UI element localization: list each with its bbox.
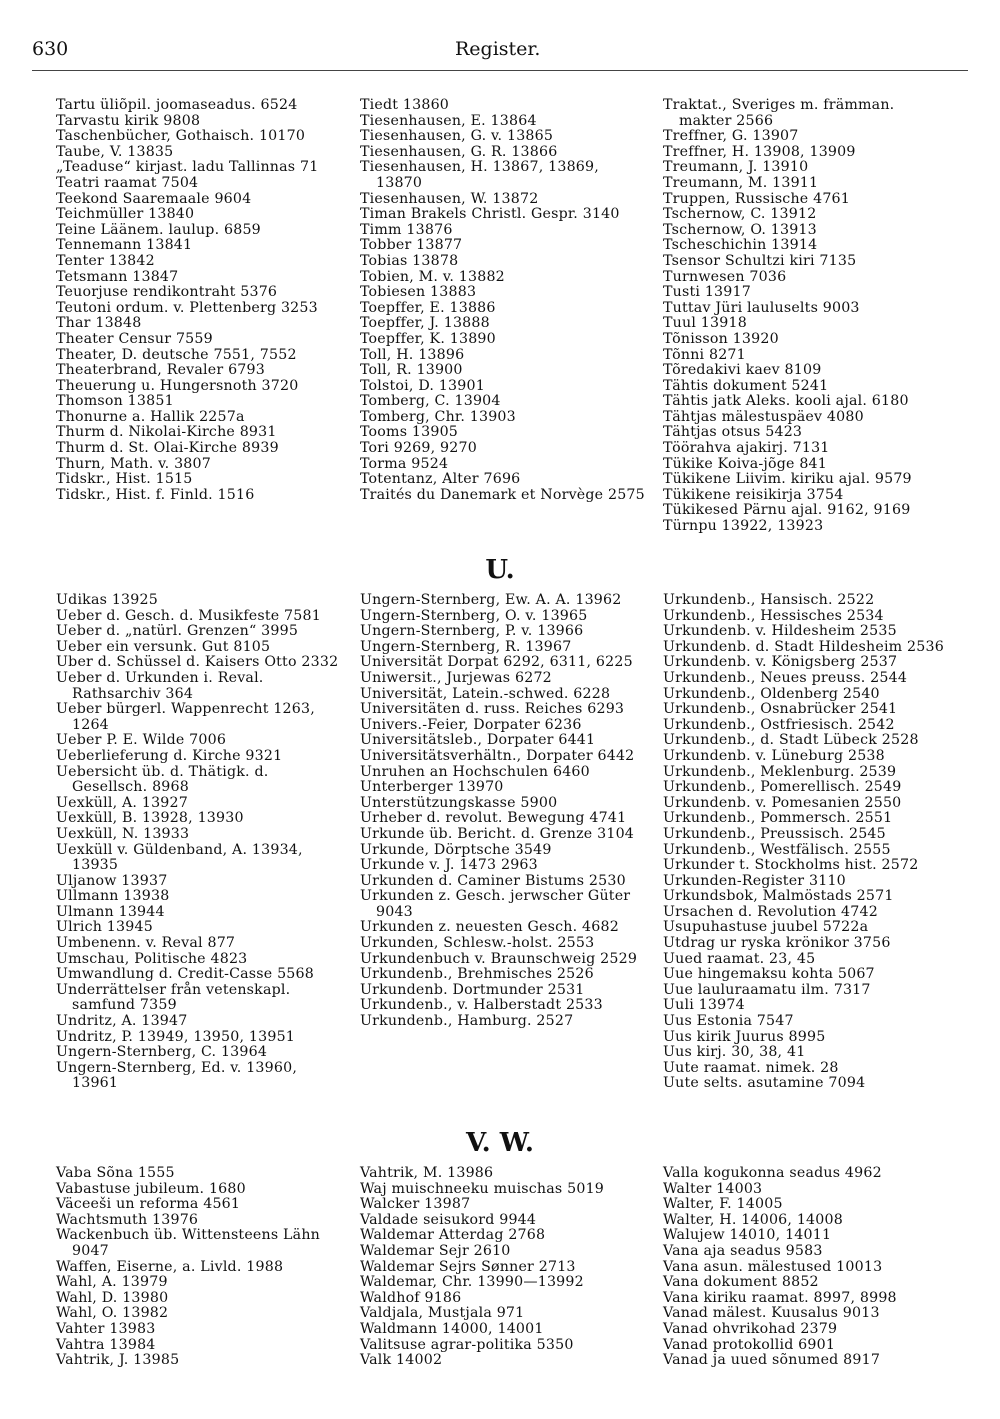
- index-entry: Valla kogukonna seadus 4962: [663, 1165, 882, 1181]
- index-entry: Taube, V. 13835: [56, 143, 174, 160]
- index-entry: Tidskr., Hist. f. Finld. 1516: [56, 486, 255, 503]
- index-entry: Walujew 14010, 14011: [663, 1227, 832, 1244]
- index-entry: Tidskr., Hist. 1515: [56, 471, 193, 488]
- index-entry: Uus Estonia 7547: [663, 1013, 794, 1030]
- index-entry: Treffner, H. 13908, 13909: [663, 143, 856, 160]
- index-entry: Udikas 13925: [56, 592, 158, 608]
- index-entry: Urkundenb. d. Stadt Hildesheim 2536: [663, 638, 944, 655]
- index-entry: Tuul 13918: [663, 315, 747, 332]
- index-entry: Tschernow, O. 13913: [663, 221, 817, 238]
- index-entry: Vaba Sõna 1555: [56, 1165, 175, 1181]
- index-entry: Ungern-Sternberg, O. v. 13965: [360, 607, 588, 624]
- index-entry: Ueber d. „natürl. Grenzen“ 3995: [56, 623, 299, 640]
- index-entry: Vahtrik, J. 13985: [56, 1352, 180, 1369]
- index-entry: Urkundenb. v. Pomesanien 2550: [663, 794, 902, 811]
- index-entry: Urkunden z. Gesch. jerwscher Güter 9043: [360, 888, 631, 920]
- column: [663, 593, 948, 1092]
- index-entry: Urkunden-Register 3110: [663, 872, 846, 889]
- index-entry: Uniwersit., Jurjewas 6272: [360, 669, 552, 686]
- index-entry: Treumann, M. 13911: [663, 174, 819, 191]
- index-entry: Unterstützungskasse 5900: [360, 794, 558, 811]
- index-entry: Urkundenb. Dortmunder 2531: [360, 981, 585, 998]
- index-entry: Uber d. Schüssel d. Kaisers Otto 2332: [56, 654, 339, 671]
- section-heading-vw: V. W.: [466, 1128, 534, 1158]
- column: [360, 593, 645, 1030]
- index-entry: Uljanow 13937: [56, 872, 168, 889]
- index-entry: Theaterbrand, Revaler 6793: [56, 362, 265, 379]
- index-entry: Tuttav Jüri lauluselts 9003: [663, 299, 860, 316]
- index-entry: Totentanz, Alter 7696: [360, 471, 521, 488]
- index-entry: Tetsmann 13847: [56, 268, 179, 285]
- index-entry: Tiesenhausen, W. 13872: [360, 190, 539, 207]
- column: [360, 98, 645, 503]
- index-entry: Utdrag ur ryska krönikor 3756: [663, 935, 891, 952]
- index-entry: Väceeši un reforma 4561: [56, 1196, 241, 1213]
- index-entry: Ueber d. Gesch. d. Musikfeste 7581: [56, 607, 321, 624]
- index-entry: Unterberger 13970: [360, 779, 504, 796]
- index-entry: Tähtis jatk Aleks. kooli ajal. 6180: [663, 393, 909, 410]
- index-entry: Tobiesen 13883: [360, 284, 477, 301]
- index-entry: Urkundenb. v. Königsberg 2537: [663, 654, 898, 671]
- index-entry: Tähtjas otsus 5423: [663, 424, 803, 441]
- index-entry: Ungern-Sternberg, R. 13967: [360, 638, 572, 655]
- index-entry: Tiesenhausen, H. 13867, 13869, 13870: [360, 159, 599, 191]
- index-entry: Türnpu 13922, 13923: [663, 518, 824, 535]
- index-entry: Tenter 13842: [56, 252, 155, 269]
- index-entry: Universitätsleb., Dorpater 6441: [360, 732, 596, 749]
- index-entry: Theater Censur 7559: [56, 330, 213, 347]
- index-entry: Wackenbuch üb. Wittensteens Lähn 9047: [56, 1227, 320, 1259]
- index-entry: Urkundenb., Hamburg. 2527: [360, 1013, 574, 1030]
- index-entry: Urkunden, Schlesw.-holst. 2553: [360, 935, 595, 952]
- index-entry: Vanad mälest. Kuusalus 9013: [663, 1305, 880, 1322]
- index-entry: Uue lauluraamatu ilm. 7317: [663, 981, 871, 998]
- index-entry: Urkunde, Dörptsche 3549: [360, 841, 552, 858]
- index-entry: Waldemar Sejr 2610: [360, 1242, 511, 1259]
- index-entry: Waldmann 14000, 14001: [360, 1320, 544, 1337]
- index-entry: Treumann, J. 13910: [663, 159, 809, 176]
- index-entry: Tarvastu kirik 9808: [56, 112, 201, 129]
- index-entry: Ueber bürgerl. Wappenrecht 1263, 1264: [56, 701, 315, 733]
- index-entry: Waj muischneeku muischas 5019: [360, 1180, 605, 1197]
- index-entry: Tartu üliõpil. joomaseadus. 6524: [56, 97, 298, 113]
- index-entry: Umbenenn. v. Reval 877: [56, 935, 236, 952]
- index-entry: Ueber P. E. Wilde 7006: [56, 732, 227, 749]
- index-entry: Tsensor Schultzi kiri 7135: [663, 252, 857, 269]
- index-entry: Urkunden z. neuesten Gesch. 4682: [360, 919, 619, 936]
- index-entry: Valdjala, Mustjala 971: [360, 1305, 525, 1322]
- index-entry: Vana dokument 8852: [663, 1274, 819, 1291]
- index-entry: Uue hingemaksu kohta 5067: [663, 966, 875, 983]
- index-entry: Tõredakivi kaev 8109: [663, 362, 822, 379]
- index-entry: Universitäten d. russ. Reiches 6293: [360, 701, 625, 718]
- index-entry: Tähtis dokument 5241: [663, 377, 829, 394]
- index-entry: Urkundenb., Oldenberg 2540: [663, 685, 880, 702]
- index-entry: Tooms 13905: [360, 424, 459, 441]
- index-entry: Ueber d. Urkunden i. Reval. Rathsarchiv 364: [56, 669, 264, 702]
- index-entry: Turnwesen 7036: [663, 268, 787, 285]
- index-entry: Uexküll, B. 13928, 13930: [56, 810, 244, 827]
- index-entry: Teutoni ordum. v. Plettenberg 3253: [56, 299, 318, 316]
- index-entry: Uexküll, N. 13933: [56, 825, 190, 842]
- index-entry: Tusti 13917: [663, 284, 751, 301]
- index-entry: Tscheschichin 13914: [663, 237, 818, 254]
- index-entry: Urkundenb., Preussisch. 2545: [663, 825, 886, 842]
- index-entry: Tomberg, Chr. 13903: [360, 408, 516, 425]
- index-entry: Urkundenb., Pomerellisch. 2549: [663, 779, 902, 796]
- index-entry: Waldhof 9186: [360, 1289, 462, 1306]
- index-entry: Urheber d. revolut. Bewegung 4741: [360, 810, 627, 827]
- index-entry: Ursachen d. Revolution 4742: [663, 903, 878, 920]
- index-entry: Vabastuse jubileum. 1680: [56, 1180, 246, 1197]
- index-entry: Walter 14003: [663, 1180, 763, 1197]
- index-entry: Uebersicht üb. d. Thätigk. d. Gesellsch. 8968: [56, 763, 269, 796]
- index-entry: Valitsuse agrar-politika 5350: [360, 1336, 574, 1353]
- index-entry: Toepffer, E. 13886: [360, 299, 496, 316]
- index-entry: Univers.-Feier, Dorpater 6236: [360, 716, 582, 733]
- index-entry: Urkunde v. J. 1473 2963: [360, 857, 538, 874]
- index-entry: Vana kiriku raamat. 8997, 8998: [663, 1289, 897, 1306]
- index-entry: Tiesenhausen, E. 13864: [360, 112, 537, 129]
- column: [56, 98, 341, 503]
- index-entry: Toll, R. 13900: [360, 362, 463, 379]
- index-entry: Thar 13848: [56, 315, 142, 332]
- column: [56, 593, 341, 1092]
- index-entry: Wahl, O. 13982: [56, 1305, 169, 1322]
- index-entry: Tiedt 13860: [360, 97, 450, 113]
- index-entry: Umwandlung d. Credit-Casse 5568: [56, 966, 314, 983]
- index-entry: Ungern-Sternberg, Ed. v. 13960, 13961: [56, 1059, 298, 1092]
- index-entry: Treffner, G. 13907: [663, 128, 799, 145]
- index-entry: Uuli 13974: [663, 997, 745, 1014]
- index-entry: Ueber ein versunk. Gut 8105: [56, 638, 271, 655]
- index-entry: Urkundenb., v. Halberstadt 2533: [360, 997, 603, 1014]
- index-entry: Wachtsmuth 13976: [56, 1211, 199, 1228]
- index-entry: Waffen, Eiserne, a. Livld. 1988: [56, 1258, 284, 1275]
- index-entry: Vahter 13983: [56, 1320, 156, 1337]
- index-entry: Tobias 13878: [360, 252, 459, 269]
- index-entry: Traités du Danemark et Norvège 2575: [360, 486, 645, 503]
- index-entry: Urkundenb., Ostfriesisch. 2542: [663, 716, 895, 733]
- index-entry: Ulmann 13944: [56, 903, 165, 920]
- index-entry: Urkundenb., Westfälisch. 2555: [663, 841, 891, 858]
- index-entry: Tschernow, C. 13912: [663, 206, 817, 223]
- index-entry: Teatri raamat 7504: [56, 174, 199, 191]
- index-entry: Urkunden d. Caminer Bistums 2530: [360, 872, 626, 889]
- index-entry: Uus kirik Juurus 8995: [663, 1028, 826, 1045]
- index-entry: Urkunder t. Stockholms hist. 2572: [663, 857, 919, 874]
- page-number: 630: [32, 38, 69, 60]
- index-entry: Universität, Latein.-schwed. 6228: [360, 685, 611, 702]
- index-entry: Tõnisson 13920: [663, 330, 779, 347]
- index-entry: Tiesenhausen, G. R. 13866: [360, 143, 558, 160]
- index-entry: Undritz, P. 13949, 13950, 13951: [56, 1028, 296, 1045]
- index-entry: Waldemar Atterdag 2768: [360, 1227, 546, 1244]
- index-entry: Valk 14002: [360, 1352, 443, 1369]
- index-entry: Vanad ohvrikohad 2379: [663, 1320, 838, 1337]
- index-entry: Ueberlieferung d. Kirche 9321: [56, 747, 283, 764]
- index-entry: Urkundenb., Neues preuss. 2544: [663, 669, 908, 686]
- index-entry: Urkundenb., Osnabrücker 2541: [663, 701, 898, 718]
- index-entry: Tükikene reisikirja 3754: [663, 486, 844, 503]
- index-entry: Urkundenb., Meklenburg. 2539: [663, 763, 897, 780]
- index-entry: Ungern-Sternberg, Ew. A. A. 13962: [360, 592, 622, 608]
- index-entry: Thonurne a. Hallik 2257a: [56, 408, 245, 425]
- index-entry: Theater, D. deutsche 7551, 7552: [56, 346, 297, 363]
- index-entry: Tobber 13877: [360, 237, 463, 254]
- index-entry: Toepffer, K. 13890: [360, 330, 496, 347]
- index-entry: Vana asun. mälestused 10013: [663, 1258, 883, 1275]
- column: [663, 1166, 948, 1369]
- index-entry: Ulrich 13945: [56, 919, 153, 936]
- index-entry: Underrättelser från vetenskapl. samfund 7359: [56, 981, 291, 1014]
- index-entry: Uexküll v. Güldenband, A. 13934, 13935: [56, 841, 303, 874]
- index-entry: Ullmann 13938: [56, 888, 170, 905]
- index-entry: Truppen, Russische 4761: [663, 190, 850, 207]
- index-entry: Tiesenhausen, G. v. 13865: [360, 128, 554, 145]
- index-entry: Vana aja seadus 9583: [663, 1242, 823, 1259]
- index-entry: Timan Brakels Christl. Gespr. 3140: [360, 206, 620, 223]
- index-entry: Vanad ja uued sõnumed 8917: [663, 1352, 881, 1369]
- index-entry: Teekond Saaremaale 9604: [56, 190, 252, 207]
- index-entry: Waldemar, Chr. 13990—13992: [360, 1274, 584, 1291]
- index-entry: Universität Dorpat 6292, 6311, 6225: [360, 654, 633, 671]
- index-entry: Urkundenb., Pommersch. 2551: [663, 810, 893, 827]
- index-entry: Urkundenbuch v. Braunschweig 2529: [360, 950, 638, 967]
- index-entry: Urkundenb., Brehmisches 2526: [360, 966, 594, 983]
- index-entry: Tolstoi, D. 13901: [360, 377, 485, 394]
- index-entry: Uute raamat. nimek. 28: [663, 1059, 839, 1076]
- index-entry: Traktat., Sveriges m. främman. makter 2566: [663, 97, 895, 129]
- index-entry: Timm 13876: [360, 221, 453, 238]
- index-entry: Töörahva ajakirj. 7131: [663, 440, 830, 457]
- index-entry: Walter, H. 14006, 14008: [663, 1211, 843, 1228]
- index-entry: Uute selts. asutamine 7094: [663, 1075, 866, 1092]
- index-entry: Tükikene Liivim. kiriku ajal. 9579: [663, 471, 912, 488]
- index-entry: Uexküll, A. 13927: [56, 794, 188, 811]
- index-entry: Ungern-Sternberg, C. 13964: [56, 1044, 268, 1061]
- index-entry: Uued raamat. 23, 45: [663, 950, 816, 967]
- index-entry: Teichmüller 13840: [56, 206, 195, 223]
- index-entry: Teuorjuse rendikontraht 5376: [56, 284, 278, 301]
- column: [663, 98, 948, 535]
- index-entry: Universitätsverhältn., Dorpater 6442: [360, 747, 635, 764]
- index-entry: Torma 9524: [360, 455, 449, 472]
- index-entry: Wahl, D. 13980: [56, 1289, 169, 1306]
- index-entry: Thurm d. St. Olai-Kirche 8939: [56, 440, 279, 457]
- index-entry: Tobien, M. v. 13882: [360, 268, 505, 285]
- index-entry: Urkunde üb. Bericht. d. Grenze 3104: [360, 825, 635, 842]
- index-entry: Tõnni 8271: [663, 346, 746, 363]
- index-entry: Thurm d. Nikolai-Kirche 8931: [56, 424, 277, 441]
- index-entry: Urkundenb., d. Stadt Lübeck 2528: [663, 732, 919, 749]
- index-entry: Valdade seisukord 9944: [360, 1211, 537, 1228]
- index-entry: Undritz, A. 13947: [56, 1013, 188, 1030]
- index-entry: Tähtjas mälestuspäev 4080: [663, 408, 864, 425]
- index-entry: Tükikesed Pärnu ajal. 9162, 9169: [663, 502, 911, 519]
- header-rule: [32, 70, 968, 71]
- index-entry: Toll, H. 13896: [360, 346, 465, 363]
- index-entry: „Teaduse“ kirjast. ladu Tallinnas 71: [56, 159, 319, 176]
- index-entry: Urkundenb., Hessisches 2534: [663, 607, 884, 624]
- index-entry: Vahtra 13984: [56, 1336, 156, 1353]
- index-entry: Ungern-Sternberg, P. v. 13966: [360, 623, 584, 640]
- index-entry: Walter, F. 14005: [663, 1196, 783, 1213]
- index-entry: Vahtrik, M. 13986: [360, 1165, 494, 1181]
- index-entry: Teine Läänem. laulup. 6859: [56, 221, 261, 238]
- column: [56, 1166, 341, 1369]
- section-heading-u: U.: [485, 555, 515, 585]
- column: [360, 1166, 645, 1369]
- index-entry: Urkundsbok, Malmöstads 2571: [663, 888, 894, 905]
- index-entry: Toepffer, J. 13888: [360, 315, 490, 332]
- index-entry: Theuerung u. Hungersnoth 3720: [56, 377, 299, 394]
- index-entry: Urkundenb., Hansisch. 2522: [663, 592, 875, 608]
- index-entry: Taschenbücher, Gothaisch. 10170: [56, 128, 306, 145]
- index-entry: Thomson 13851: [56, 393, 174, 410]
- index-entry: Walcker 13987: [360, 1196, 471, 1213]
- index-entry: Urkundenb. v. Lüneburg 2538: [663, 747, 885, 764]
- index-entry: Tennemann 13841: [56, 237, 193, 254]
- index-entry: Umschau, Politische 4823: [56, 950, 248, 967]
- index-entry: Tomberg, C. 13904: [360, 393, 501, 410]
- index-entry: Waldemar Sejrs Sønner 2713: [360, 1258, 576, 1275]
- index-entry: Vanad protokollid 6901: [663, 1336, 836, 1353]
- index-entry: Wahl, A. 13979: [56, 1274, 168, 1291]
- index-entry: Tori 9269, 9270: [360, 440, 477, 457]
- index-entry: Uus kirj. 30, 38, 41: [663, 1044, 806, 1061]
- index-entry: Tükike Koiva-jõge 841: [663, 455, 828, 472]
- index-entry: Thurn, Math. v. 3807: [56, 455, 211, 472]
- index-entry: Urkundenb. v. Hildesheim 2535: [663, 623, 897, 640]
- index-entry: Usupuhastuse juubel 5722a: [663, 919, 869, 936]
- page-title: Register.: [455, 38, 541, 60]
- index-entry: Unruhen an Hochschulen 6460: [360, 763, 590, 780]
